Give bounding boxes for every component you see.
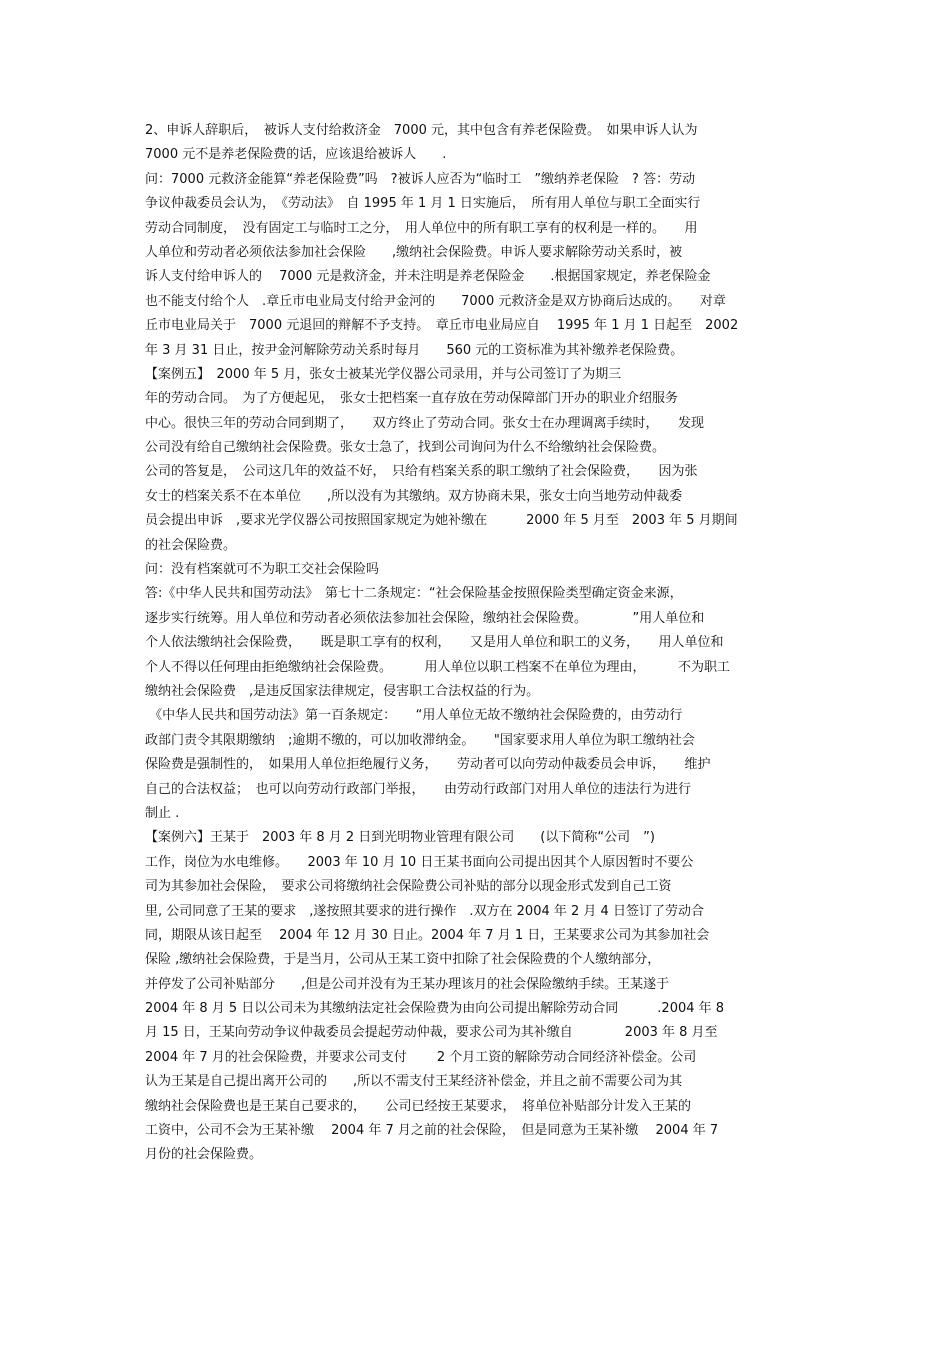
text-line: 《中华人民共和国劳动法》第一百条规定： “用人单位无故不缴纳社会保险费的，由劳动行 bbox=[145, 708, 683, 724]
text-line: 诉人支付给申诉人的 7000 元是救济金，并未注明是养老保险金 .根据国家规定，养老保险金 bbox=[145, 269, 711, 285]
text-line: 员会提出申诉 ,要求光学仪器公司按照国家规定为她补缴在 2000 年 5 月至 2003 年 5 月期间 bbox=[145, 513, 738, 529]
text-line: 2004 年 7 月的社会保险费，并要求公司支付 2 个月工资的解除劳动合同经济补偿金。公司 bbox=[145, 1049, 697, 1065]
text-line: 争议仲裁委员会认为， 《劳动法》 自 1995 年 1 月 1 日实施后， 所有用人单位与职工全面实行 bbox=[145, 196, 701, 212]
text-line: 【案例五】 2000 年 5 月，张女士被某光学仪器公司录用，并与公司签订了为期三 bbox=[145, 366, 622, 382]
text-line: 月份的社会保险费。 bbox=[145, 1147, 263, 1163]
text-line: 女士的档案关系不在本单位 ,所以没有为其缴纳。双方协商未果，张女士向当地劳动仲裁委 bbox=[145, 488, 683, 504]
text-line: 自己的合法权益； 也可以向劳动行政部门举报， 由劳动行政部门对用人单位的违法行为进行 bbox=[145, 781, 692, 797]
text-line: 年的劳动合同。 为了方便起见， 张女士把档案一直存放在劳动保障部门开办的职业介绍服务 bbox=[145, 391, 679, 407]
text-line: 也不能支付给个人 .章丘市电业局支付给尹金河的 7000 元救济金是双方协商后达成的。 对章 bbox=[145, 293, 726, 309]
text-line: 保险 ,缴纳社会保险费，于是当月，公司从王某工资中扣除了社会保险费的个人缴纳部分， bbox=[145, 952, 661, 968]
text-line: 认为王某是自己提出离开公司的 ,所以不需支付王某经济补偿金，并且之前不需要公司为其 bbox=[145, 1074, 683, 1090]
text-line: 问：7000 元救济金能算“养老保险费”吗 ?被诉人应否为“临时工 ”缴纳养老保险 ? 答：劳动 bbox=[145, 171, 696, 187]
text-line: 2004 年 8 月 5 日以公司未为其缴纳法定社会保险费为由向公司提出解除劳动合同 .2004 年 8 bbox=[145, 1001, 725, 1017]
text-line: 同，期限从该日起至 2004 年 12 月 30 日止。2004 年 7 月 1 日，王某要求公司为其参加社会 bbox=[145, 927, 710, 943]
text-line: 个人不得以任何理由拒绝缴纳社会保险费。 用人单位以职工档案不在单位为理由， 不为职工 bbox=[145, 659, 731, 675]
document-body-text bbox=[145, 119, 815, 1168]
text-line: 劳动合同制度， 没有固定工与临时工之分， 用人单位中的所有职工享有的权利是一样的。 用 bbox=[145, 220, 698, 236]
text-line: 工作，岗位为水电维修。 2003 年 10 月 10 日王某书面向公司提出因其个人原因暂时不要公 bbox=[145, 854, 694, 870]
text-line: 人单位和劳动者必须依法参加社会保险 ,缴纳社会保险费。申诉人要求解除劳动关系时，被 bbox=[145, 244, 683, 260]
text-line: 保险费是强制性的， 如果用人单位拒绝履行义务， 劳动者可以向劳动仲裁委员会申诉， 维护 bbox=[145, 757, 711, 773]
text-line: 工资中，公司不会为王某补缴 2004 年 7 月之前的社会保险， 但是同意为王某补缴 2004 年 7 bbox=[145, 1123, 719, 1139]
text-line: 中心。很快三年的劳动合同到期了， 双方终止了劳动合同。张女士在办理调离手续时， 发现 bbox=[145, 415, 705, 431]
text-line: 逐步实行统筹。用人单位和劳动者必须依法参加社会保险，缴纳社会保险费。 ”用人单位和 bbox=[145, 610, 705, 626]
text-line: 里, 公司同意了王某的要求 ,遂按照其要求的进行操作 .双方在 2004 年 2 月 4 日签订了劳动合 bbox=[145, 903, 704, 919]
text-line: 2、申诉人辞职后， 被诉人支付给救济金 7000 元，其中包含有养老保险费。 如果申诉人认为 bbox=[145, 123, 698, 138]
text-line: 政部门责令其限期缴纳 ;逾期不缴的，可以加收滞纳金。 "国家要求用人单位为职工缴纳社会 bbox=[145, 732, 695, 748]
text-line: 公司的答复是， 公司这几年的效益不好， 只给有档案关系的职工缴纳了社会保险费， 因为张 bbox=[145, 464, 698, 480]
text-line: 公司没有给自己缴纳社会保险费。张女士急了，找到公司询问为什么不给缴纳社会保险费。 bbox=[145, 440, 666, 456]
text-line: 个人依法缴纳社会保险费， 既是职工享有的权利， 又是用人单位和职工的义务， 用人单位和 bbox=[145, 635, 724, 651]
text-line: 【案例六】王某于 2003 年 8 月 2 日到光明物业管理有限公司 (以下简称“公司 ”) bbox=[145, 830, 655, 846]
text-line: 制止 . bbox=[145, 805, 180, 821]
text-line: 7000 元不是养老保险费的话，应该退给被诉人 . bbox=[145, 147, 447, 163]
text-line: 缴纳社会保险费也是王某自己要求的， 公司已经按王某要求， 将单位补贴部分计发入王某的 bbox=[145, 1098, 692, 1114]
text-line: 缴纳社会保险费 ,是违反国家法律规定，侵害职工合法权益的行为。 bbox=[145, 683, 540, 699]
text-line: 答:《中华人民共和国劳动法》 第七十二条规定：“社会保险基金按照保险类型确定资金来源， bbox=[145, 586, 683, 602]
text-line: 司为其参加社会保险， 要求公司将缴纳社会保险费公司补贴的部分以现金形式发到自己工资 bbox=[145, 879, 672, 895]
text-line: 的社会保险费。 bbox=[145, 537, 237, 553]
text-line: 丘市电业局关于 7000 元退回的辩解不予支持。 章丘市电业局应自 1995 年 1 月 1 日起至 2002 bbox=[145, 318, 739, 334]
text-line: 问：没有档案就可不为职工交社会保险吗 bbox=[145, 562, 380, 578]
text-line: 月 15 日，王某向劳动争议仲裁委员会提起劳动仲裁，要求公司为其补缴自 2003 年 8 月至 bbox=[145, 1025, 718, 1041]
text-line: 并停发了公司补贴部分 ,但是公司并没有为王某办理该月的社会保险缴纳手续。王某遂于 bbox=[145, 976, 670, 992]
text-line: 年 3 月 31 日止，按尹金河解除劳动关系时每月 560 元的工资标准为其补缴养老保险费。 bbox=[145, 342, 684, 358]
